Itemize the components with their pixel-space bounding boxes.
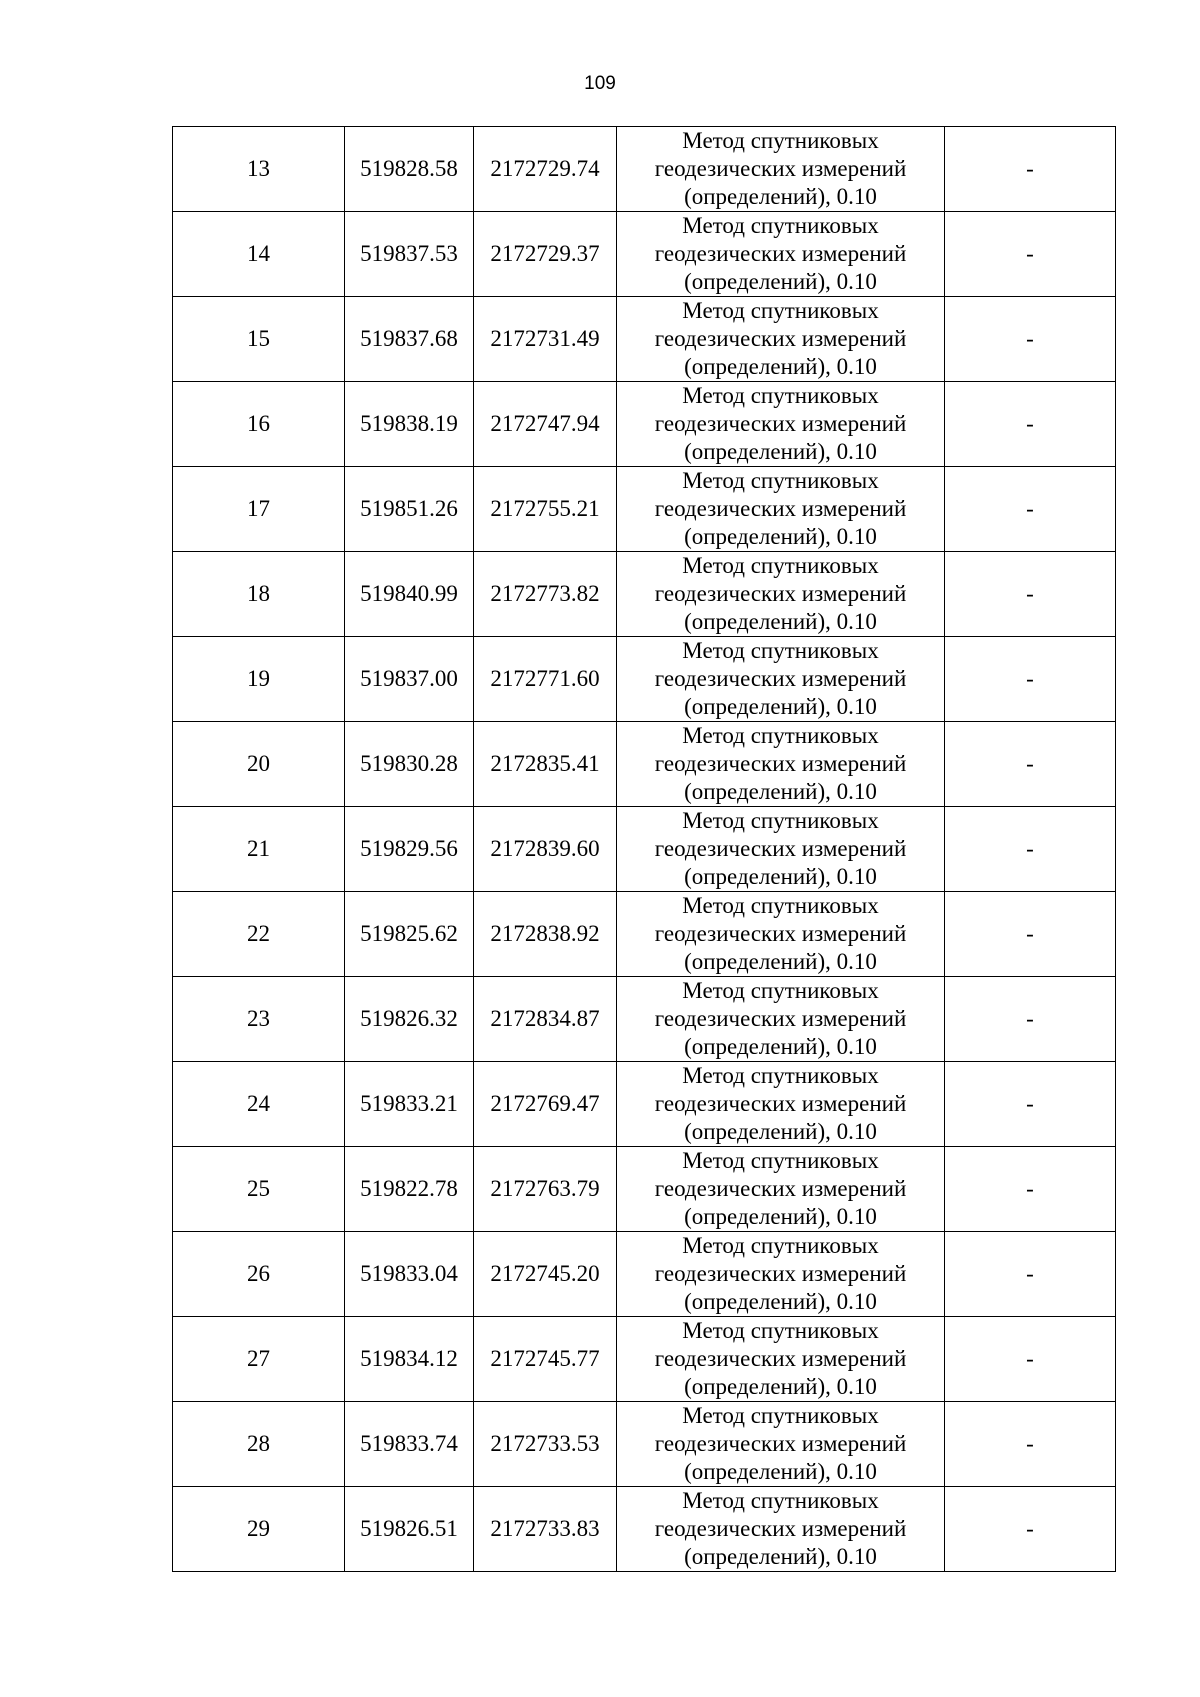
- method-line: геодезических измерений: [654, 1431, 907, 1456]
- y-coordinate-cell: 2172769.47: [474, 1062, 617, 1147]
- method-cell: [617, 382, 945, 467]
- method-line: (определений), 0.10: [684, 779, 877, 804]
- method-line: (определений), 0.10: [684, 1374, 877, 1399]
- method-line: (определений), 0.10: [684, 1119, 877, 1144]
- y-coordinate-cell: 2172745.20: [474, 1232, 617, 1317]
- table-row: [173, 467, 1116, 552]
- method-line: Метод спутниковых: [682, 1063, 879, 1088]
- y-coordinate-cell: 2172733.53: [474, 1402, 617, 1487]
- x-coordinate-cell: 519833.04: [345, 1232, 474, 1317]
- description-cell: -: [945, 892, 1116, 977]
- x-coordinate-cell: 519826.51: [345, 1487, 474, 1572]
- method-line: (определений), 0.10: [684, 1544, 877, 1569]
- table-row: [173, 637, 1116, 722]
- description-cell: -: [945, 127, 1116, 212]
- table-row: [173, 1232, 1116, 1317]
- method-line: Метод спутниковых: [682, 1488, 879, 1513]
- point-number-cell: 21: [173, 807, 345, 892]
- x-coordinate-cell: 519837.00: [345, 637, 474, 722]
- method-line: (определений), 0.10: [684, 949, 877, 974]
- method-cell: [617, 637, 945, 722]
- y-coordinate-cell: 2172733.83: [474, 1487, 617, 1572]
- method-line: Метод спутниковых: [682, 1403, 879, 1428]
- y-coordinate-cell: 2172835.41: [474, 722, 617, 807]
- method-line: Метод спутниковых: [682, 808, 879, 833]
- y-coordinate-cell: 2172834.87: [474, 977, 617, 1062]
- description-cell: -: [945, 1487, 1116, 1572]
- method-cell: [617, 1232, 945, 1317]
- point-number-cell: 29: [173, 1487, 345, 1572]
- table-row: [173, 127, 1116, 212]
- method-cell: [617, 892, 945, 977]
- method-cell: [617, 467, 945, 552]
- table-row: [173, 1402, 1116, 1487]
- x-coordinate-cell: 519830.28: [345, 722, 474, 807]
- method-cell: [617, 807, 945, 892]
- table-row: [173, 1487, 1116, 1572]
- method-line: (определений), 0.10: [684, 609, 877, 634]
- description-cell: -: [945, 1317, 1116, 1402]
- y-coordinate-cell: 2172729.74: [474, 127, 617, 212]
- y-coordinate-cell: 2172731.49: [474, 297, 617, 382]
- point-number-cell: 26: [173, 1232, 345, 1317]
- table-row: [173, 977, 1116, 1062]
- method-cell: [617, 1062, 945, 1147]
- point-number-cell: 20: [173, 722, 345, 807]
- x-coordinate-cell: 519826.32: [345, 977, 474, 1062]
- method-line: геодезических измерений: [654, 496, 907, 521]
- y-coordinate-cell: 2172755.21: [474, 467, 617, 552]
- description-cell: -: [945, 807, 1116, 892]
- method-line: (определений), 0.10: [684, 1204, 877, 1229]
- table-row: [173, 552, 1116, 637]
- table-row: [173, 1062, 1116, 1147]
- method-line: Метод спутниковых: [682, 638, 879, 663]
- method-line: (определений), 0.10: [684, 1289, 877, 1314]
- y-coordinate-cell: 2172838.92: [474, 892, 617, 977]
- method-cell: [617, 127, 945, 212]
- method-cell: [617, 212, 945, 297]
- method-line: (определений), 0.10: [684, 184, 877, 209]
- method-cell: [617, 297, 945, 382]
- table-row: [173, 892, 1116, 977]
- x-coordinate-cell: 519833.74: [345, 1402, 474, 1487]
- method-cell: [617, 977, 945, 1062]
- method-line: геодезических измерений: [654, 241, 907, 266]
- method-line: геодезических измерений: [654, 1176, 907, 1201]
- method-line: (определений), 0.10: [684, 1034, 877, 1059]
- description-cell: -: [945, 212, 1116, 297]
- y-coordinate-cell: 2172763.79: [474, 1147, 617, 1232]
- table-row: [173, 212, 1116, 297]
- description-cell: -: [945, 552, 1116, 637]
- description-cell: -: [945, 297, 1116, 382]
- x-coordinate-cell: 519851.26: [345, 467, 474, 552]
- point-number-cell: 24: [173, 1062, 345, 1147]
- table-row: [173, 1147, 1116, 1232]
- y-coordinate-cell: 2172747.94: [474, 382, 617, 467]
- coordinates-table-body: [173, 127, 1116, 1572]
- description-cell: -: [945, 1147, 1116, 1232]
- method-line: (определений), 0.10: [684, 694, 877, 719]
- description-cell: -: [945, 977, 1116, 1062]
- method-line: геодезических измерений: [654, 411, 907, 436]
- description-cell: -: [945, 467, 1116, 552]
- x-coordinate-cell: 519822.78: [345, 1147, 474, 1232]
- y-coordinate-cell: 2172745.77: [474, 1317, 617, 1402]
- point-number-cell: 17: [173, 467, 345, 552]
- method-cell: [617, 552, 945, 637]
- y-coordinate-cell: 2172771.60: [474, 637, 617, 722]
- method-line: Метод спутниковых: [682, 213, 879, 238]
- point-number-cell: 13: [173, 127, 345, 212]
- description-cell: -: [945, 722, 1116, 807]
- table-row: [173, 297, 1116, 382]
- method-line: геодезических измерений: [654, 1091, 907, 1116]
- table-row: [173, 1317, 1116, 1402]
- point-number-cell: 25: [173, 1147, 345, 1232]
- y-coordinate-cell: 2172839.60: [474, 807, 617, 892]
- method-line: (определений), 0.10: [684, 524, 877, 549]
- method-line: Метод спутниковых: [682, 383, 879, 408]
- method-line: (определений), 0.10: [684, 269, 877, 294]
- method-line: Метод спутниковых: [682, 1318, 879, 1343]
- x-coordinate-cell: 519840.99: [345, 552, 474, 637]
- method-line: геодезических измерений: [654, 751, 907, 776]
- method-line: геодезических измерений: [654, 1006, 907, 1031]
- coordinates-table: [172, 126, 1116, 1572]
- method-line: Метод спутниковых: [682, 893, 879, 918]
- method-cell: [617, 1317, 945, 1402]
- method-line: Метод спутниковых: [682, 468, 879, 493]
- method-line: геодезических измерений: [654, 326, 907, 351]
- method-line: геодезических измерений: [654, 1346, 907, 1371]
- method-cell: [617, 1147, 945, 1232]
- description-cell: -: [945, 1402, 1116, 1487]
- x-coordinate-cell: 519829.56: [345, 807, 474, 892]
- x-coordinate-cell: 519828.58: [345, 127, 474, 212]
- method-line: (определений), 0.10: [684, 1459, 877, 1484]
- method-line: Метод спутниковых: [682, 1233, 879, 1258]
- point-number-cell: 22: [173, 892, 345, 977]
- method-line: Метод спутниковых: [682, 128, 879, 153]
- method-line: геодезических измерений: [654, 156, 907, 181]
- method-line: Метод спутниковых: [682, 723, 879, 748]
- method-line: Метод спутниковых: [682, 1148, 879, 1173]
- method-line: геодезических измерений: [654, 666, 907, 691]
- method-line: геодезических измерений: [654, 1261, 907, 1286]
- description-cell: -: [945, 1062, 1116, 1147]
- description-cell: -: [945, 637, 1116, 722]
- point-number-cell: 23: [173, 977, 345, 1062]
- page-number: 109: [584, 73, 616, 94]
- table-row: [173, 807, 1116, 892]
- y-coordinate-cell: 2172729.37: [474, 212, 617, 297]
- point-number-cell: 14: [173, 212, 345, 297]
- x-coordinate-cell: 519833.21: [345, 1062, 474, 1147]
- method-line: Метод спутниковых: [682, 553, 879, 578]
- method-line: (определений), 0.10: [684, 439, 877, 464]
- method-line: Метод спутниковых: [682, 978, 879, 1003]
- point-number-cell: 15: [173, 297, 345, 382]
- point-number-cell: 27: [173, 1317, 345, 1402]
- point-number-cell: 16: [173, 382, 345, 467]
- method-line: (определений), 0.10: [684, 354, 877, 379]
- method-line: геодезических измерений: [654, 581, 907, 606]
- method-line: геодезических измерений: [654, 836, 907, 861]
- description-cell: -: [945, 1232, 1116, 1317]
- method-cell: [617, 1487, 945, 1572]
- y-coordinate-cell: 2172773.82: [474, 552, 617, 637]
- x-coordinate-cell: 519825.62: [345, 892, 474, 977]
- x-coordinate-cell: 519837.53: [345, 212, 474, 297]
- x-coordinate-cell: 519837.68: [345, 297, 474, 382]
- point-number-cell: 19: [173, 637, 345, 722]
- table-row: [173, 722, 1116, 807]
- table-row: [173, 382, 1116, 467]
- method-line: геодезических измерений: [654, 921, 907, 946]
- method-cell: [617, 1402, 945, 1487]
- method-cell: [617, 722, 945, 807]
- description-cell: -: [945, 382, 1116, 467]
- method-line: (определений), 0.10: [684, 864, 877, 889]
- method-line: Метод спутниковых: [682, 298, 879, 323]
- x-coordinate-cell: 519834.12: [345, 1317, 474, 1402]
- method-line: геодезических измерений: [654, 1516, 907, 1541]
- point-number-cell: 18: [173, 552, 345, 637]
- x-coordinate-cell: 519838.19: [345, 382, 474, 467]
- point-number-cell: 28: [173, 1402, 345, 1487]
